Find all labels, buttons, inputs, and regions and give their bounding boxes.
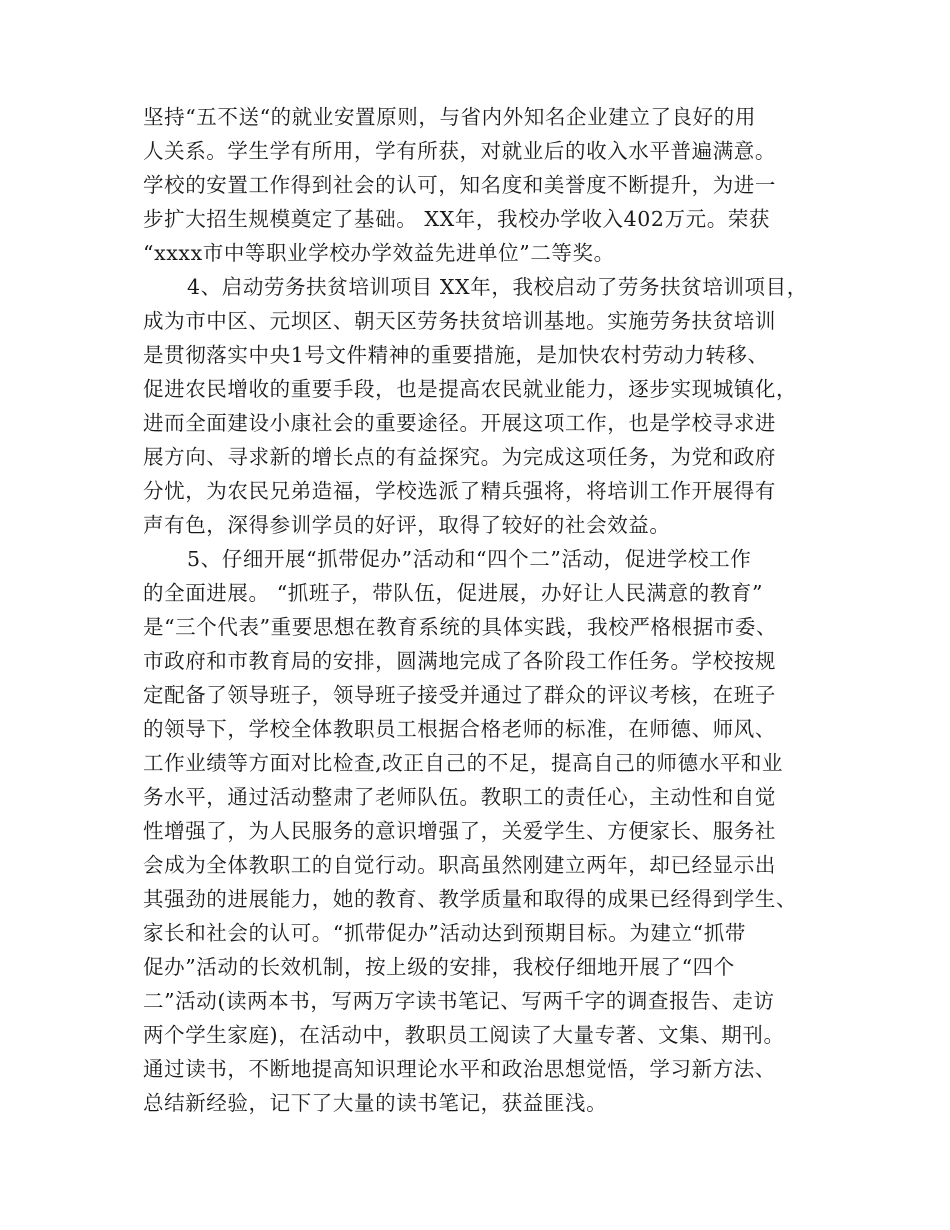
text-line: 会成为全体教职工的自觉行动。职高虽然刚建立两年，却已经显示出 bbox=[143, 853, 776, 877]
text-line: 市政府和市教育局的安排，圆满地完成了各阶段工作任务。学校按规 bbox=[143, 649, 776, 673]
text-line: 其强劲的进展能力，她的教育、教学质量和取得的成果已经得到学生、 bbox=[143, 887, 798, 911]
text-line: “xxxx市中等职业学校办学效益先进单位”二等奖。 bbox=[143, 241, 615, 265]
text-line: 两个学生家庭)，在活动中，教职员工阅读了大量专著、文集、期刊。 bbox=[143, 1023, 785, 1047]
text-line: 总结新经验，记下了大量的读书笔记，获益匪浅。 bbox=[143, 1091, 608, 1115]
body-text bbox=[143, 100, 823, 1120]
text-line: 声有色，深得参训学员的好评，取得了较好的社会效益。 bbox=[143, 513, 671, 537]
text-line: 性增强了，为人民服务的意识增强了，关爱学生、方便家长、服务社 bbox=[143, 819, 776, 843]
text-line: 步扩大招生规模奠定了基础。 XX年，我校办学收入402万元。荣获 bbox=[143, 207, 771, 231]
text-line: 家长和社会的认可。“抓带促办”活动达到预期目标。为建立“抓带 bbox=[143, 921, 746, 945]
text-line: 是“三个代表”重要思想在教育系统的具体实践，我校严格根据市委、 bbox=[143, 615, 778, 639]
text-line: 促办”活动的长效机制，按上级的安排，我校仔细地开展了“四个 bbox=[143, 955, 735, 979]
text-line: 的领导下，学校全体教职员工根据合格老师的标准，在师德、师风、 bbox=[143, 717, 776, 741]
text-line: 定配备了领导班子，领导班子接受并通过了群众的评议考核，在班子 bbox=[143, 683, 776, 707]
text-line: 工作业绩等方面对比检查,改正自己的不足，提高自己的师德水平和业 bbox=[143, 751, 784, 775]
text-line: 务水平，通过活动整肃了老师队伍。教职工的责任心，主动性和自觉 bbox=[143, 785, 776, 809]
text-line: 是贯彻落实中央1号文件精神的重要措施，是加快农村劳动力转移、 bbox=[143, 343, 769, 367]
text-line: 分忧，为农民兄弟造福，学校选派了精兵强将，将培训工作开展得有 bbox=[143, 479, 776, 503]
text-line: 二”活动(读两本书，写两万字读书笔记、写两千字的调查报告、走访 bbox=[143, 989, 775, 1013]
text-line: 通过读书，不断地提高知识理论水平和政治思想觉悟，学习新方法、 bbox=[143, 1057, 776, 1081]
text-line: 人关系。学生学有所用，学有所获，对就业后的收入水平普遍满意。 bbox=[143, 139, 776, 163]
text-line: 进而全面建设小康社会的重要途径。开展这项工作，也是学校寻求进 bbox=[143, 411, 776, 435]
text-line: 促进农民增收的重要手段，也是提高农民就业能力，逐步实现城镇化， bbox=[143, 377, 798, 401]
text-line: 坚持“五不送“的就业安置原则，与省内外知名企业建立了良好的用 bbox=[143, 105, 756, 129]
text-line: 成为市中区、元坝区、朝天区劳务扶贫培训基地。实施劳务扶贫培训 bbox=[143, 309, 776, 333]
text-line: 展方向、寻求新的增长点的有益探究。为完成这项任务，为党和政府 bbox=[143, 445, 776, 469]
text-line: 学校的安置工作得到社会的认可，知名度和美誉度不断提升，为进一 bbox=[143, 173, 776, 197]
text-line: 的全面进展。 “抓班子，带队伍，促进展，办好让人民满意的教育” bbox=[143, 581, 764, 605]
paragraph-first-line: 5、仔细开展“抓带促办”活动和“四个二”活动，促进学校工作 bbox=[187, 547, 752, 571]
paragraph-first-line: 4、启动劳务扶贫培训项目 XX年，我校启动了劳务扶贫培训项目， bbox=[187, 275, 808, 299]
